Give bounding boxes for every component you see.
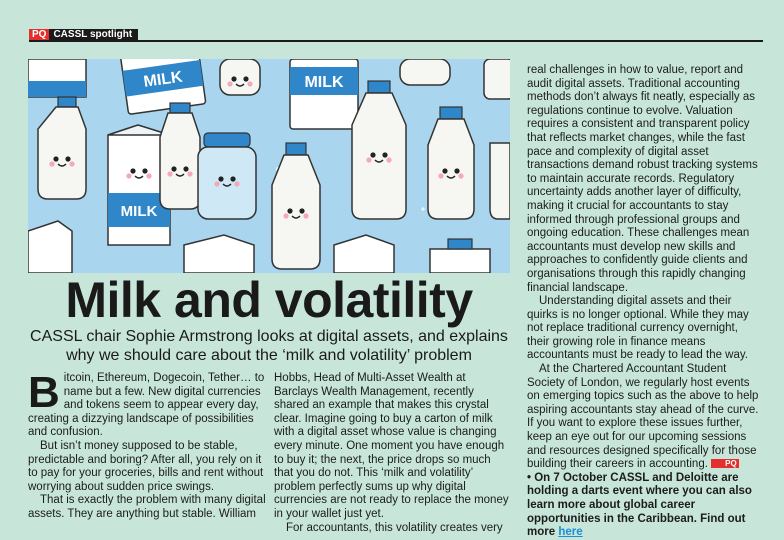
paragraph: real challenges in how to value, report and audit digital assets. Traditional accounting methods don’t always fit neatly, especially as regulations continue to evolve. Valuation requires a consistent and transparent policy that reflects market changes, while the fast pace and complexity of digital asset transactions demand robust tracking systems to maintain accurate records. Regulatory uncertainty adds another layer of difficulty, making it crucial for accountants to stay informed through professional groups and ongoing education. These challenges mean accountants must develop new skills and approaches to confidently guide clients and organisations through this rapidly changing financial landscape.	[527, 64, 758, 294]
milk-carton-top-right	[290, 59, 358, 129]
article-column-1	[28, 368, 266, 522]
milk-illustration	[28, 59, 510, 273]
article-headline: Milk and volatility	[65, 272, 473, 328]
carton-label: MILK	[142, 68, 184, 91]
milk-bottle	[220, 59, 260, 95]
paragraph: Understanding digital assets and their quirks is no longer optional. While they may not replace traditional currency overnight, their growing role in finance means accountants must be ready to lead the way.	[527, 295, 749, 362]
paragraph: For accountants, this volatility creates very	[286, 521, 503, 534]
end-mark-badge: PQ	[711, 459, 739, 468]
milk-carton-top-left	[28, 59, 86, 97]
paragraph: That is exactly the problem with many digital assets. They are anything but stable. William	[28, 494, 266, 520]
article-column-2	[274, 372, 510, 535]
drop-cap: B	[28, 368, 60, 417]
header-rule	[29, 40, 763, 42]
event-text: • On 7 October CASSL and Deloitte are holding a darts event where you can also learn more about global career opportunities in the Caribbean. Find out more	[527, 471, 752, 539]
event-link[interactable]: here	[558, 526, 583, 539]
article-column-3	[527, 64, 763, 540]
paragraph: But isn’t money supposed to be stable, predictable and boring? After all, you rely on it to pay for your groceries, bills and rent without worrying about sudden price swings.	[28, 439, 264, 493]
event-notice	[527, 472, 763, 540]
section-title: CASSL spotlight	[49, 29, 138, 41]
paragraph	[527, 363, 763, 472]
carton-label: MILK	[120, 203, 158, 220]
carton-label: MILK	[304, 74, 344, 91]
milk-bottle	[490, 143, 510, 219]
pq-logo-badge: PQ	[29, 29, 49, 41]
milk-carton-tilted	[120, 59, 206, 114]
milk-bottle	[160, 103, 200, 209]
article-standfirst: CASSL chair Sophie Armstrong looks at digital assets, and explains why we should care about the ‘milk and volatility’ problem	[30, 328, 508, 364]
paragraph: Hobbs, Head of Multi-Asset Wealth at Barclays Wealth Management, recently shared an example that makes this crystal clear. Imagine going to buy a carton of milk with a digital asset whose value is changing every minute. One moment you have enough to buy it; the next, the price drops so much that you do not. This ‘milk and volatility’ problem perfectly sums up why digital currencies are not ready to replace the money in your wallet just yet.	[274, 372, 509, 520]
paragraph: itcoin, Ethereum, Dogecoin, Tether… to name but a few. New digital currencies and tokens seem to appear every day, creating a dizzying landscape of possibilities and confusion.	[28, 372, 265, 439]
closing-paragraph-text: At the Chartered Accountant Student Society of London, we regularly host events on emerging topics such as the above to help aspiring accountants stay ahead of the curve. If you want to explore these issues further, keep an eye out for our upcoming sessions and resources designed specifically for those building their careers in accounting.	[527, 363, 759, 471]
milk-jar	[198, 133, 256, 219]
